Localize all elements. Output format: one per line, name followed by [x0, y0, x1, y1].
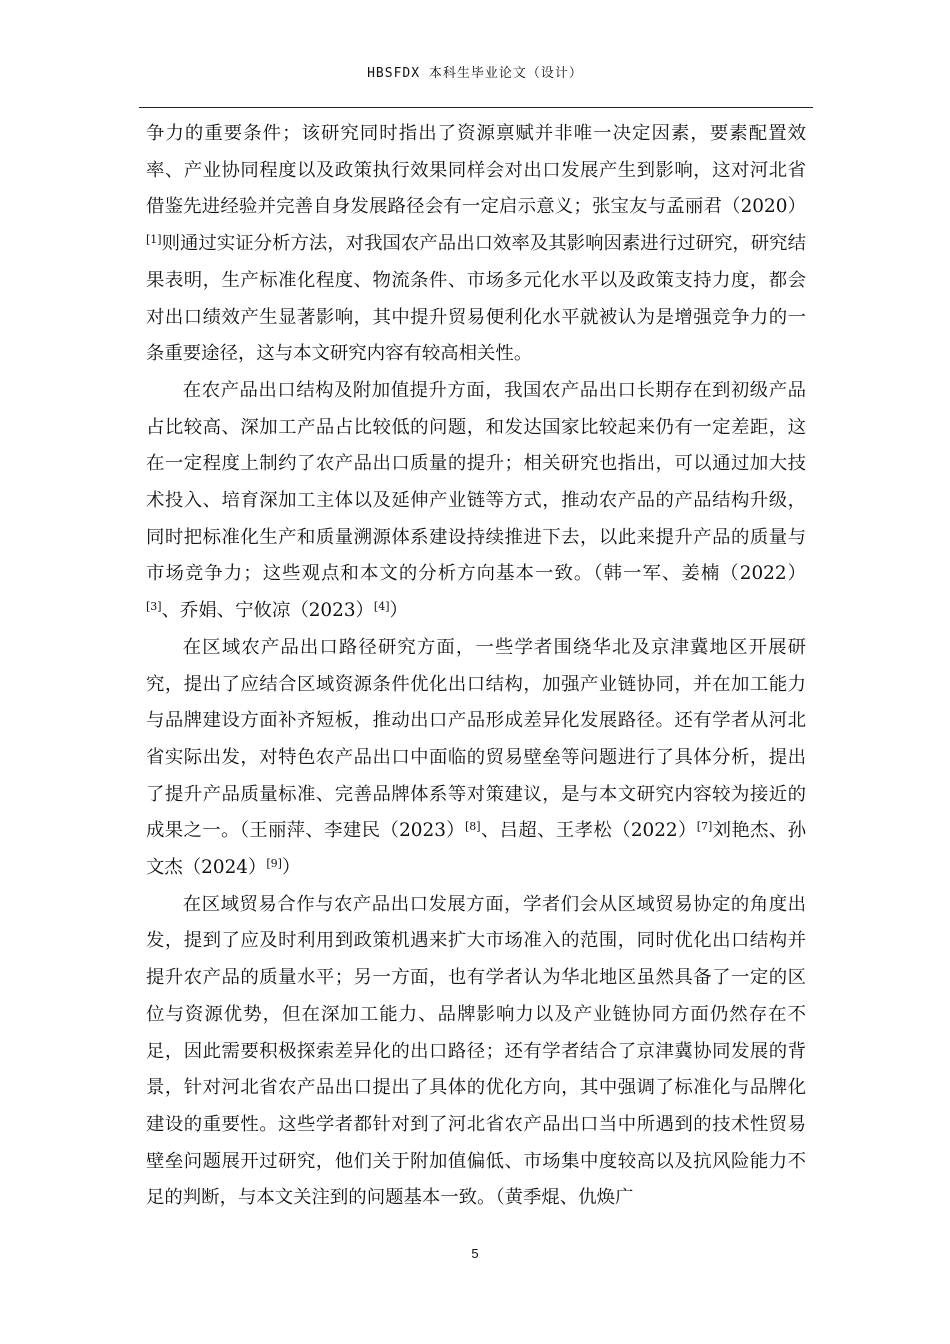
- paragraph-text: 争力的重要条件；该研究同时指出了资源禀赋并非唯一决定因素，要素配置效率、产业协同程度以及政策执行效果同样会对出口发展产生到影响，这对河北省借鉴先进经验并完善自身发展路径会有一定启示意义；张宝友与孟丽君（2020）: [146, 123, 806, 218]
- paragraph-text: 刘艳杰、孙文杰（2024）: [146, 820, 806, 879]
- paragraph-text: 、乔娟、宁攸凉（2023）: [161, 600, 374, 622]
- page-number: 5: [471, 1246, 479, 1261]
- paragraph-text: 在农产品出口结构及附加值提升方面，我国农产品出口长期存在到初级产品占比较高、深加工产品占比较低的问题，和发达国家比较起来仍有一定差距，这在一定程度上制约了农产品出口质量的提升；相关研究也指出，可以通过加大技术投入、培育深加工主体以及延伸产业链等方式，推动农产品的产品结构升级，同时把标准化生产和质量溯源体系建设持续推进下去，以此来提升产品的质量与市场竞争力；这些观点和本文的分析方向基本一致。（韩一军、姜楠（2022）: [146, 379, 806, 585]
- citation-ref: [8]: [465, 820, 481, 834]
- page-header: HBSFDX 本科生毕业论文（设计）: [367, 66, 583, 81]
- paragraph-text: ）: [281, 857, 301, 879]
- paragraph: [146, 116, 806, 373]
- citation-ref: [1]: [146, 233, 162, 247]
- paragraph-text: 在区域农产品出口路径研究方面，一些学者围绕华北及京津冀地区开展研究，提出了应结合区域资源条件优化出口结构，加强产业链协同，并在加工能力与品牌建设方面补齐短板，推动出口产品形成差异化发展路径。还有学者从河北省实际出发，对特色农产品出口中面临的贸易壁垒等问题进行了具体分析，提出了提升产品质量标准、完善品牌体系等对策建议，是与本文研究内容较为接近的成果之一。（王丽萍、李建民（2023）: [146, 636, 806, 842]
- paragraph-text: 在区域贸易合作与农产品出口发展方面，学者们会从区域贸易协定的角度出发，提到了应及时利用到政策机遇来扩大市场准入的范围，同时优化出口结构并提升农产品的质量水平；另一方面，也有学者认为华北地区虽然具备了一定的区位与资源优势，但在深加工能力、品牌影响力以及产业链协同方面仍然存在不足，因此需要积极探索差异化的出口路径；还有学者结合了京津冀协同发展的背景，针对河北省农产品出口提出了具体的优化方向，其中强调了标准化与品牌化建设的重要性。这些学者都针对到了河北省农产品出口当中所遇到的技术性贸易壁垒问题展开过研究，他们关于附加值偏低、市场集中度较高以及抗风险能力不足的判断，与本文关注到的问题基本一致。（黄季焜、仇焕广: [146, 893, 806, 1209]
- paragraph: [146, 373, 806, 630]
- paragraph: [146, 887, 806, 1217]
- paragraph: [146, 630, 806, 887]
- body-text: [146, 116, 806, 1217]
- paragraph-text: ）: [389, 600, 408, 622]
- paragraph-text: 则通过实证分析方法，对我国农产品出口效率及其影响因素进行过研究，研究结果表明，生产标准化程度、物流条件、市场多元化水平以及政策支持力度，都会对出口绩效产生显著影响，其中提升贸易便利化水平就被认为是增强竞争力的一条重要途径，这与本文研究内容有较高相关性。: [146, 233, 806, 365]
- citation-ref: [3]: [146, 600, 162, 614]
- paragraph-text: 、吕超、王孝松（2022）: [480, 820, 697, 842]
- header-divider: [139, 107, 813, 108]
- citation-ref: [9]: [266, 857, 282, 871]
- citation-ref: [4]: [373, 600, 390, 614]
- citation-ref: [7]: [696, 820, 713, 834]
